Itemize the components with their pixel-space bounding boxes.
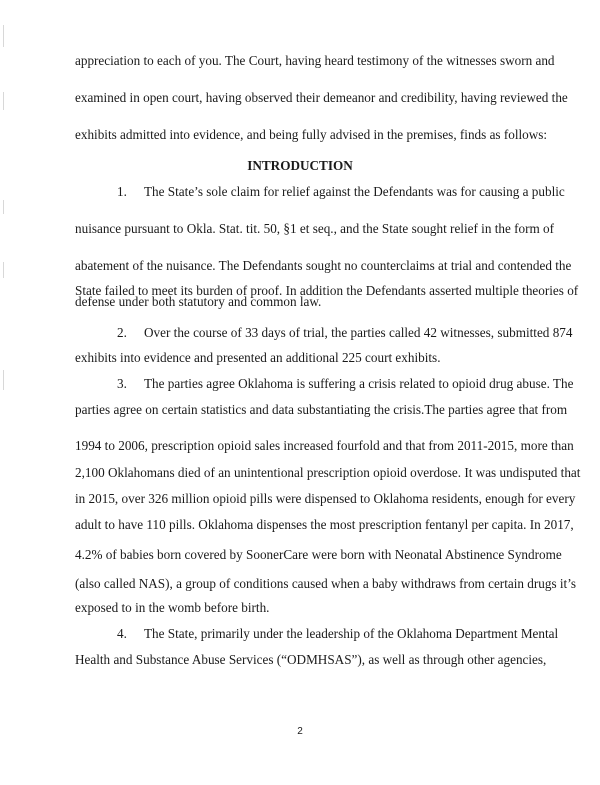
body-line: examined in open court, having observed their demeanor and credibility, having reviewed the xyxy=(75,90,568,105)
body-line: exhibits admitted into evidence, and being fully advised in the premises, finds as follows: xyxy=(75,127,548,142)
paragraph-line: 2,100 Oklahomans died of an unintentional prescription opioid overdose. It was undisputed that xyxy=(75,465,581,480)
paragraph-line: (also called NAS), a group of conditions caused when a baby withdraws from certain drugs it’s xyxy=(75,576,576,591)
scan-artifact xyxy=(3,262,4,278)
paragraph-line: 4.2% of babies born covered by SoonerCare were born with Neonatal Abstinence Syndrome xyxy=(75,547,562,562)
page-number: 2 xyxy=(297,726,303,737)
paragraph-line: The State’s sole claim for relief against the Defendants was for causing a public xyxy=(144,184,565,199)
paragraph-number: 2. xyxy=(117,325,127,340)
paragraph-line: defense under both statutory and common law. xyxy=(75,294,322,309)
section-heading: INTRODUCTION xyxy=(247,158,353,173)
paragraph-line: The State, primarily under the leadership of the Oklahoma Department Mental xyxy=(144,626,559,641)
paragraph-number: 1. xyxy=(117,184,127,199)
scan-artifact xyxy=(3,370,4,390)
paragraph-line: Health and Substance Abuse Services (“ODMHSAS”), as well as through other agencies, xyxy=(75,652,547,667)
paragraph-line: Over the course of 33 days of trial, the parties called 42 witnesses, submitted 874 xyxy=(144,325,573,340)
paragraph-line: abatement of the nuisance. The Defendants sought no counterclaims at trial and contended the xyxy=(75,258,572,273)
body-line: appreciation to each of you. The Court, having heard testimony of the witnesses sworn and xyxy=(75,53,555,68)
paragraph-line: in 2015, over 326 million opioid pills were dispensed to Oklahoma residents, enough for every xyxy=(75,491,576,506)
paragraph-number: 4. xyxy=(117,626,127,641)
paragraph-line: exposed to in the womb before birth. xyxy=(75,600,270,615)
scan-artifact xyxy=(3,200,4,214)
paragraph-line: nuisance pursuant to Okla. Stat. tit. 50, §1 et seq., and the State sought relief in the form of xyxy=(75,221,555,236)
paragraph-line: parties agree on certain statistics and data substantiating the crisis.The parties agree that from xyxy=(75,402,568,417)
paragraph-line: adult to have 110 pills. Oklahoma dispenses the most prescription fentanyl per capita. In 2017, xyxy=(75,517,574,532)
paragraph-line: exhibits into evidence and presented an additional 225 court exhibits. xyxy=(75,350,441,365)
scan-artifact xyxy=(3,92,4,110)
paragraph-line: The parties agree Oklahoma is suffering a crisis related to opioid drug abuse. The xyxy=(144,376,574,391)
scan-artifact xyxy=(3,25,4,47)
paragraph-line: 1994 to 2006, prescription opioid sales increased fourfold and that from 2011-2015, more than xyxy=(75,438,574,453)
paragraph-line: State failed to meet its burden of proof. In addition the Defendants asserted multiple theories of xyxy=(75,283,579,298)
paragraph-number: 3. xyxy=(117,376,127,391)
